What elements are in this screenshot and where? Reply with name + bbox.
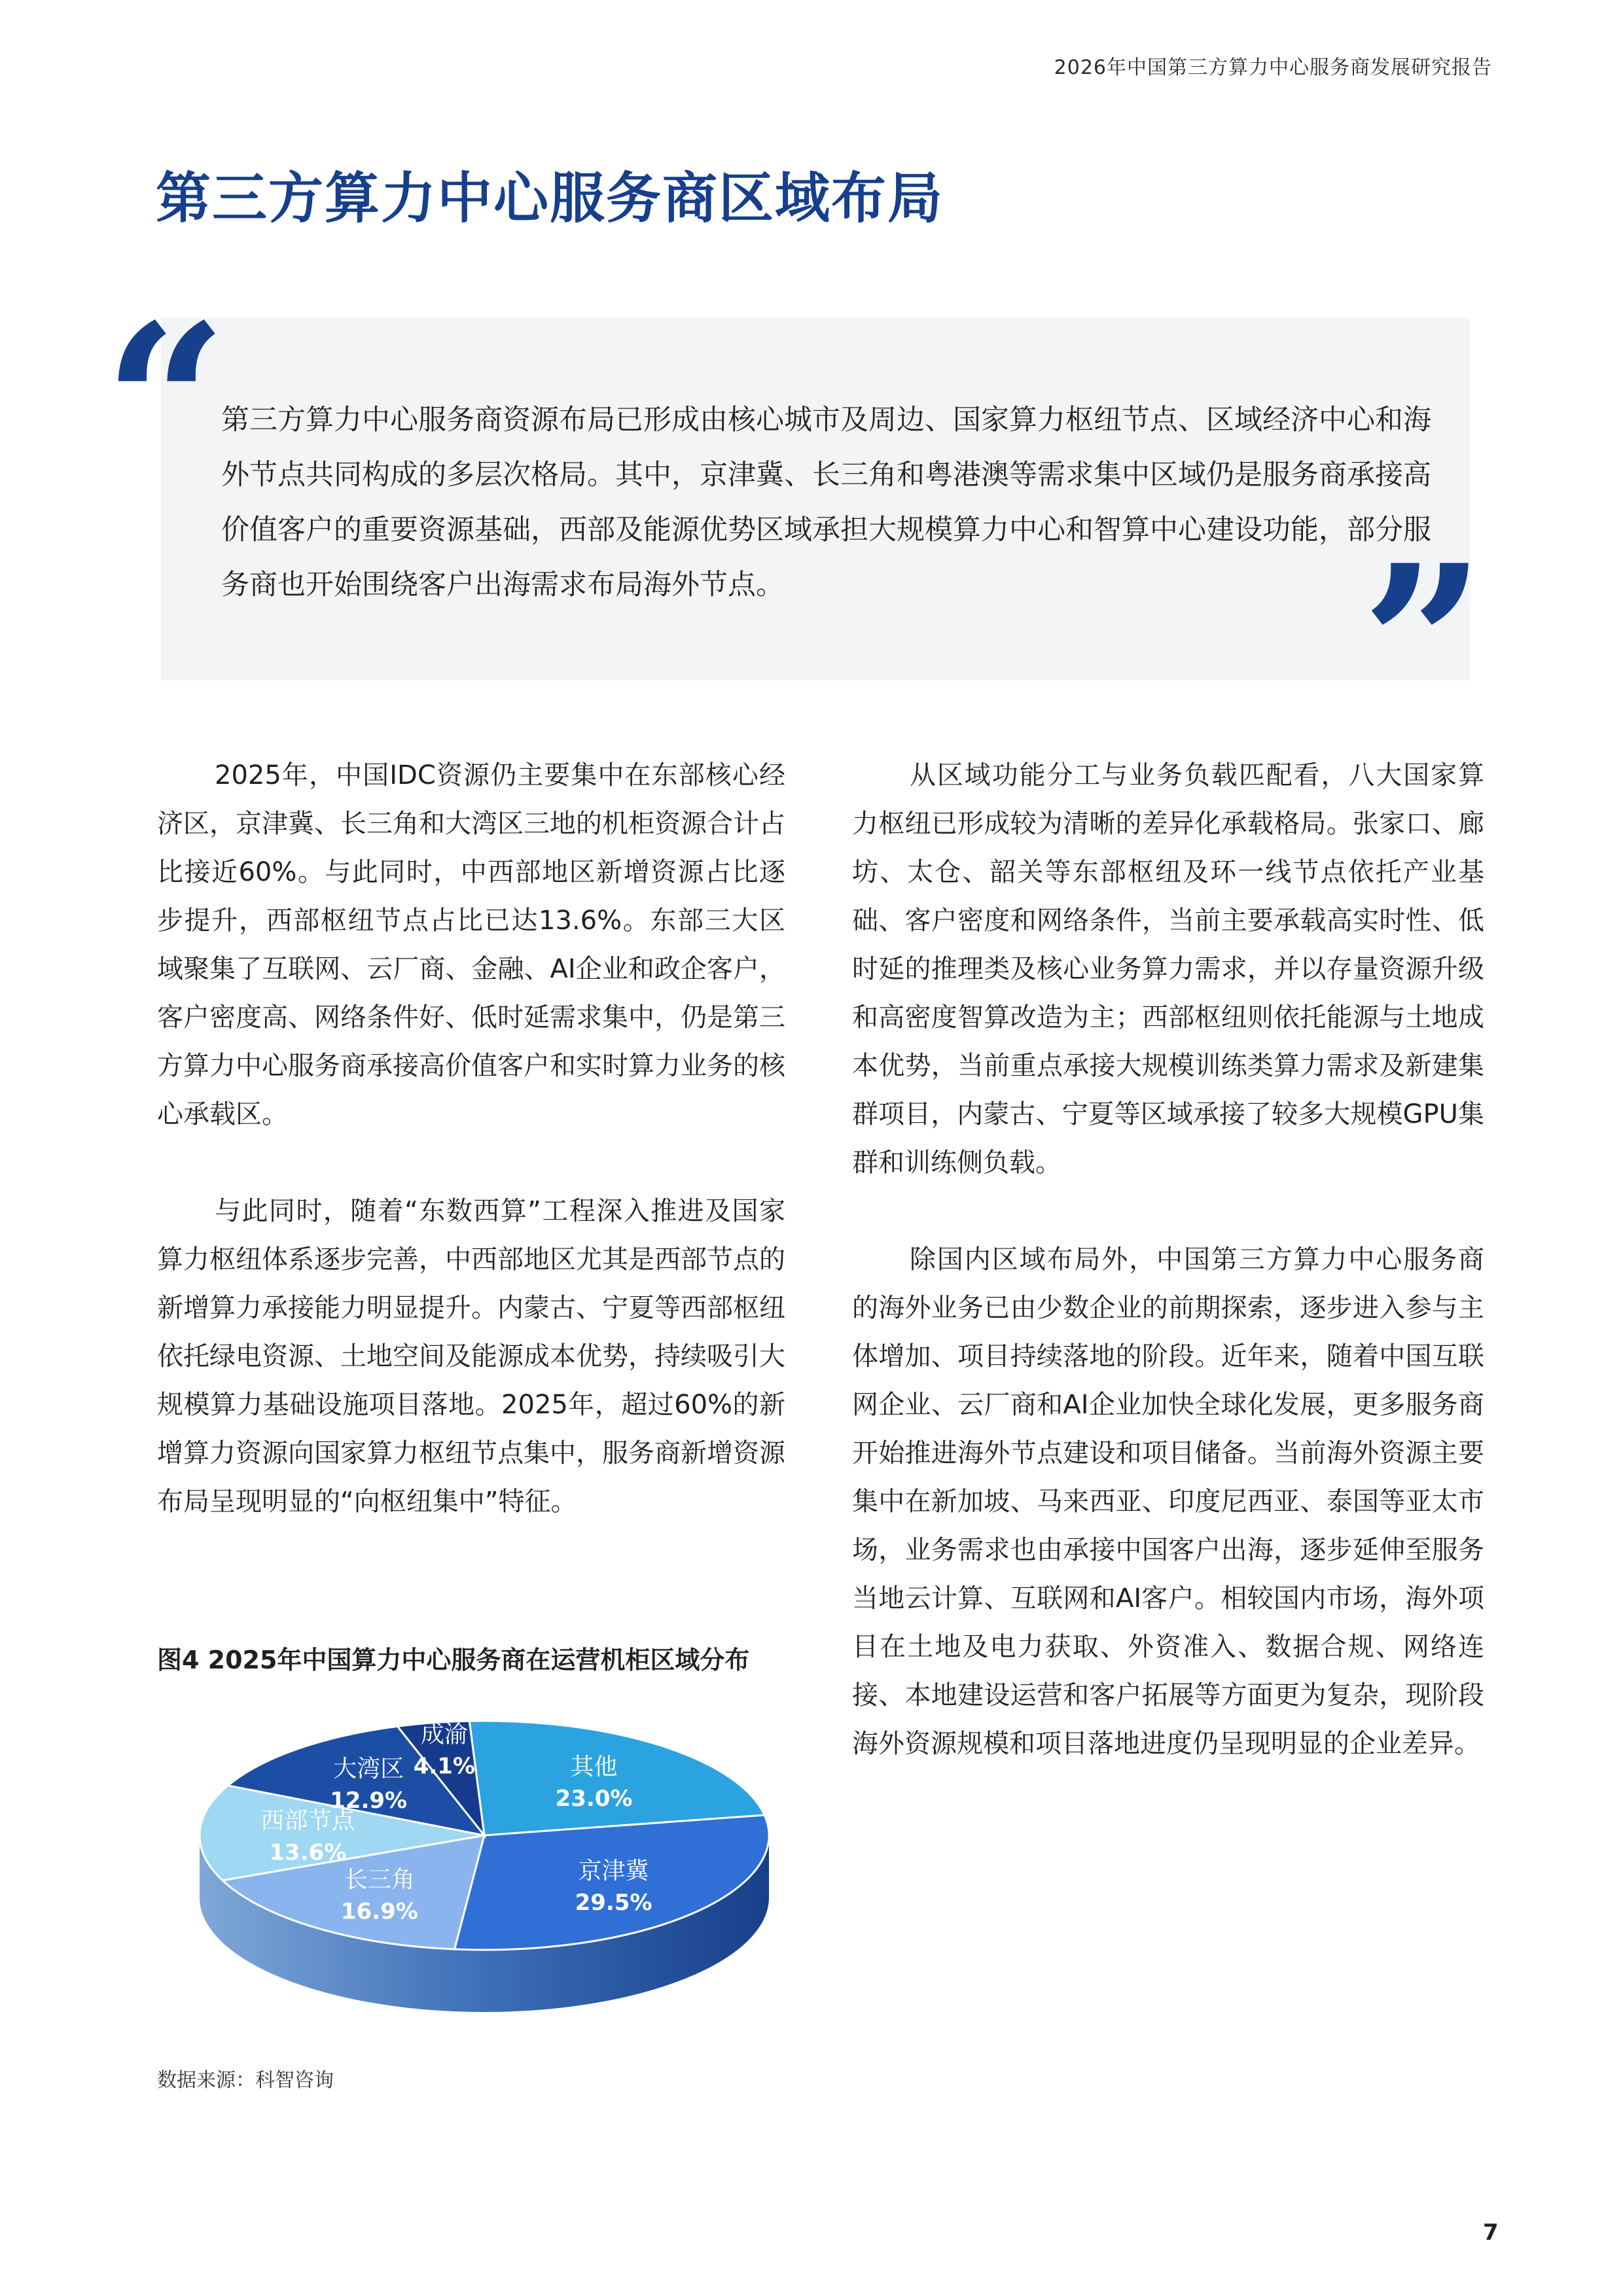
pie-slice-value-label: 4.1%	[413, 1753, 476, 1780]
figure-title: 图4 2025年中国算力中心服务商在运营机柜区域分布	[157, 1646, 750, 1674]
pie-slice-value-label: 12.9%	[330, 1788, 408, 1814]
right-paragraph-2: 除国内区域布局外，中国第三方算力中心服务商的海外业务已由少数企业的前期探索，逐步进入参与主体增加、项目持续落地的阶段。近年来，随着中国互联网企业、云厂商和AI企业加快全球化发展，更多服务商开始推进海外节点建设和项目储备。当前海外资源主要集中在新加坡、马来西亚、印度尼西亚、泰国等亚太市场，业务需求也由承接中国客户出海，逐步延伸至服务当地云计算、互联网和AI客户。相较国内市场，海外项目在土地及电力获取、外资准入、数据合规、网络连接、本地建设运营和客户拓展等方面更为复杂，现阶段海外资源规模和项目落地进度仍呈现明显的企业差异。	[852, 1245, 1484, 1759]
left-text-column	[157, 751, 785, 1526]
close-quote-icon: ”	[1361, 518, 1486, 771]
left-paragraph-2: 与此同时，随着“东数西算”工程深入推进及国家算力枢纽体系逐步完善，中西部地区尤其是西部节点的新增算力承接能力明显提升。内蒙古、宁夏等西部枢纽依托绿电资源、土地空间及能源成本优势，持续吸引大规模算力基础设施项目落地。2025年，超过60%的新增算力资源向国家算力枢纽节点集中，服务商新增资源布局呈现明显的“向枢纽集中”特征。	[157, 1196, 785, 1517]
right-text-column	[852, 751, 1484, 1768]
pie-slice-value-label: 13.6%	[269, 1839, 347, 1866]
pie-slice-value-label: 16.9%	[340, 1898, 418, 1925]
summary-quote-text: 第三方算力中心服务商资源布局已形成由核心城市及周边、国家算力枢纽节点、区域经济中心和海外节点共同构成的多层次格局。其中，京津冀、长三角和粤港澳等需求集中区域仍是服务商承接高价值客户的重要资源基础，西部及能源优势区域承担大规模算力中心和智算中心建设功能，部分服务商也开始围绕客户出海需求布局海外节点。	[221, 404, 1431, 601]
page-title: 第三方算力中心服务商区域布局	[156, 166, 944, 230]
pie-chart-container	[157, 1695, 812, 2048]
region-distribution-pie-chart	[157, 1695, 812, 2048]
pie-slice-label: 大湾区	[333, 1756, 404, 1783]
pie-slice-value-label: 23.0%	[555, 1785, 633, 1812]
pie-slice-label: 长三角	[344, 1866, 415, 1894]
left-paragraph-1: 2025年，中国IDC资源仍主要集中在东部核心经济区，京津冀、长三角和大湾区三地的机柜资源合计占比接近60%。与此同时，中西部地区新增资源占比逐步提升，西部枢纽节点占比已达13.6%。东部三大区域聚集了互联网、云厂商、金融、AI企业和政企客户，客户密度高、网络条件好、低时延需求集中，仍是第三方算力中心服务商承接高价值客户和实时算力业务的核心承载区。	[157, 760, 785, 1129]
pie-slice-value-label: 29.5%	[575, 1889, 652, 1916]
report-header-title: 2026年中国第三方算力中心服务商发展研究报告	[1054, 56, 1492, 79]
page-number: 7	[1483, 2219, 1499, 2246]
pie-slice-label: 西部节点	[260, 1807, 355, 1835]
right-paragraph-1: 从区域功能分工与业务负载匹配看，八大国家算力枢纽已形成较为清晰的差异化承载格局。张家口、廊坊、太仓、韶关等东部枢纽及环一线节点依托产业基础、客户密度和网络条件，当前主要承载高实时性、低时延的推理类及核心业务算力需求，并以存量资源升级和高密度智算改造为主；西部枢纽则依托能源与土地成本优势，当前重点承接大规模训练类算力需求及新建集群项目，内蒙古、宁夏等区域承接了较多大规模GPU集群和训练侧负载。	[852, 760, 1484, 1178]
pie-slice-label: 其他	[570, 1753, 618, 1780]
data-source-note: 数据来源：科智咨询	[157, 2069, 334, 2092]
open-quote-icon: “	[103, 277, 228, 531]
pie-slice-label: 京津冀	[578, 1857, 649, 1884]
pie-slice-label: 成渝	[420, 1721, 468, 1748]
